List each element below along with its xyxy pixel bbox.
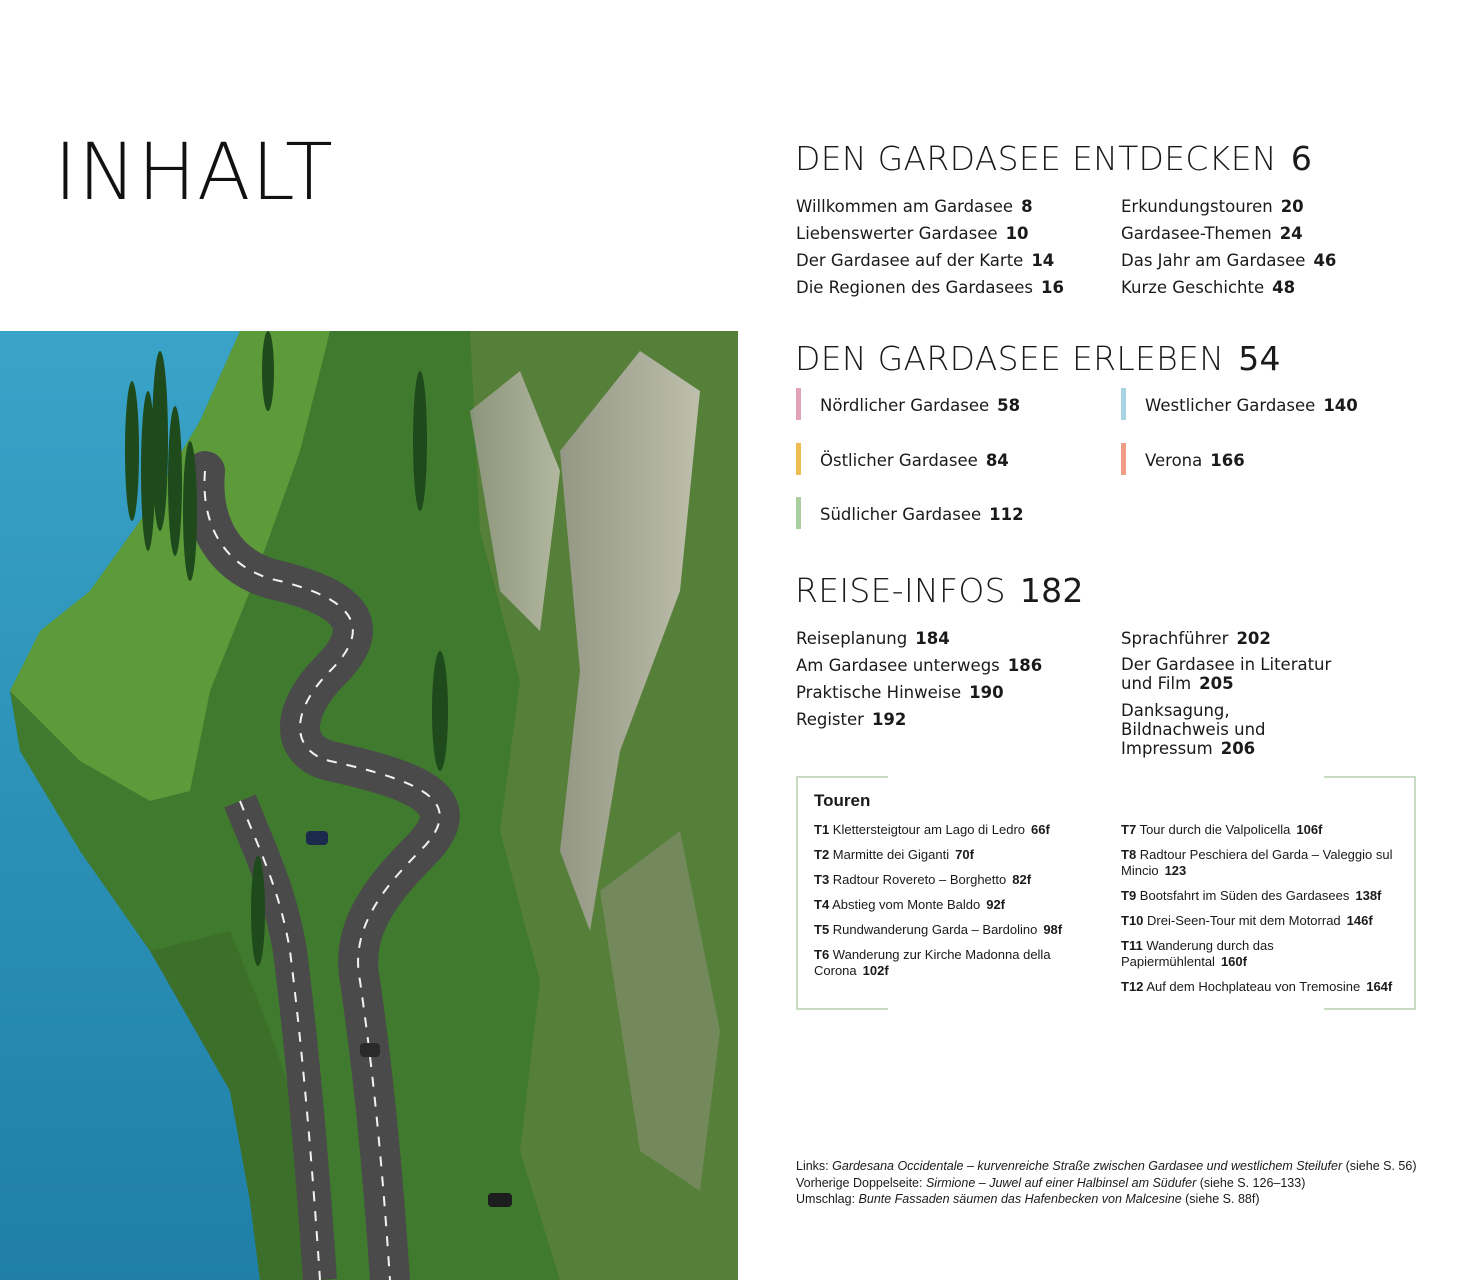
region-color-bar xyxy=(1121,388,1126,420)
section-page-number: 182 xyxy=(1019,571,1084,610)
toc-item[interactable]: Gardasee-Themen 24 xyxy=(1121,224,1303,243)
toc-item[interactable]: Der Gardasee auf der Karte 14 xyxy=(796,251,1055,270)
toc-item[interactable]: Erkundungstouren 20 xyxy=(1121,197,1304,216)
toc-item[interactable]: Sprachführer 202 xyxy=(1121,629,1271,648)
tour-item[interactable]: T10 Drei-Seen-Tour mit dem Motorrad 146f xyxy=(1121,913,1373,928)
section-page-number: 54 xyxy=(1238,339,1281,378)
toc-column-infos-left xyxy=(796,628,1042,736)
tour-item[interactable]: T3 Radtour Rovereto – Borghetto 82f xyxy=(814,872,1032,887)
tours-title: Touren xyxy=(814,791,871,810)
tours-border-bottom-left xyxy=(796,1008,888,1010)
caption-line: Vorherige Doppelseite: Sirmione – Juwel auf einer Halbinsel am Südufer (siehe S. 126–133) xyxy=(796,1175,1306,1190)
toc-item[interactable]: Am Gardasee unterwegs 186 xyxy=(796,656,1043,675)
tour-item[interactable]: T11 Wanderung durch das Papiermühlental 160f xyxy=(1121,938,1274,969)
cover-photo xyxy=(0,331,738,1280)
toc-item[interactable]: Reiseplanung 184 xyxy=(796,629,950,648)
lake-road-illustration xyxy=(0,331,738,1280)
caption-line: Umschlag: Bunte Fassaden säumen das Hafenbecken von Malcesine (siehe S. 88f) xyxy=(796,1192,1260,1206)
tour-item[interactable]: T4 Abstieg vom Monte Baldo 92f xyxy=(814,897,1006,912)
toc-item[interactable]: Die Regionen des Gardasees 16 xyxy=(796,278,1064,297)
toc-item[interactable]: Willkommen am Gardasee 8 xyxy=(796,197,1033,216)
section-page-number: 6 xyxy=(1290,139,1313,178)
tours-column-right xyxy=(1121,822,1406,1004)
toc-item[interactable]: Der Gardasee in Literatur und Film 205 xyxy=(1121,655,1332,693)
toc-item[interactable]: Das Jahr am Gardasee 46 xyxy=(1121,251,1337,270)
region-color-bar xyxy=(1121,443,1126,475)
tour-item[interactable]: T1 Klettersteigtour am Lago di Ledro 66f xyxy=(814,822,1050,837)
tours-box xyxy=(796,776,1416,1010)
region-item-south[interactable]: Südlicher Gardasee 112 xyxy=(796,497,1024,529)
region-color-bar xyxy=(796,497,801,529)
region-item-north[interactable]: Nördlicher Gardasee 58 xyxy=(796,388,1020,420)
toc-item[interactable]: Praktische Hinweise 190 xyxy=(796,683,1004,702)
tours-border-bottom-right xyxy=(1324,1008,1416,1010)
tours-border-right xyxy=(1414,776,1416,1010)
tour-item[interactable]: T9 Bootsfahrt im Süden des Gardasees 138f xyxy=(1121,888,1382,903)
page-title: INHALT xyxy=(54,128,334,218)
tours-border-top-right xyxy=(1324,776,1416,778)
region-color-bar xyxy=(796,443,801,475)
toc-column-entdecken-left xyxy=(796,196,1064,304)
photo-captions xyxy=(796,1158,1436,1208)
tour-item[interactable]: T12 Auf dem Hochplateau von Tremosine 164f xyxy=(1121,979,1393,994)
toc-item[interactable]: Kurze Geschichte 48 xyxy=(1121,278,1296,297)
caption-line: Links: Gardesana Occidentale – kurvenreiche Straße zwischen Gardasee und westlichem Steilufer (siehe S. 56) xyxy=(796,1159,1417,1173)
tour-item[interactable]: T5 Rundwanderung Garda – Bardolino 98f xyxy=(814,922,1063,937)
region-item-west[interactable]: Westlicher Gardasee 140 xyxy=(1121,388,1358,420)
toc-item[interactable]: Liebenswerter Gardasee 10 xyxy=(796,224,1029,243)
section-title-erleben xyxy=(795,339,1281,378)
toc-item[interactable]: Register 192 xyxy=(796,710,907,729)
section-title-text: REISE-INFOS xyxy=(795,571,1006,610)
region-item-verona[interactable]: Verona 166 xyxy=(1121,443,1245,475)
region-item-east[interactable]: Östlicher Gardasee 84 xyxy=(796,443,1009,475)
tour-item[interactable]: T8 Radtour Peschiera del Garda – Valeggio sul Mincio 123 xyxy=(1121,847,1393,878)
tour-item[interactable]: T6 Wanderung zur Kirche Madonna della Corona 102f xyxy=(814,947,1051,978)
tours-border-left xyxy=(796,776,798,1010)
section-title-entdecken xyxy=(795,139,1312,178)
section-title-text: DEN GARDASEE ENTDECKEN xyxy=(795,139,1277,178)
tours-border-top-left xyxy=(796,776,888,778)
tours-column-left xyxy=(814,822,1079,988)
region-color-bar xyxy=(796,388,801,420)
section-title-text: DEN GARDASEE ERLEBEN xyxy=(795,339,1225,378)
toc-item[interactable]: Danksagung, Bildnachweis und Impressum 206 xyxy=(1121,701,1266,758)
tour-item[interactable]: T2 Marmitte dei Giganti 70f xyxy=(814,847,974,862)
tour-item[interactable]: T7 Tour durch die Valpolicella 106f xyxy=(1121,822,1323,837)
section-title-infos xyxy=(795,571,1084,610)
toc-column-infos-right xyxy=(1121,628,1341,766)
toc-column-entdecken-right xyxy=(1121,196,1336,304)
